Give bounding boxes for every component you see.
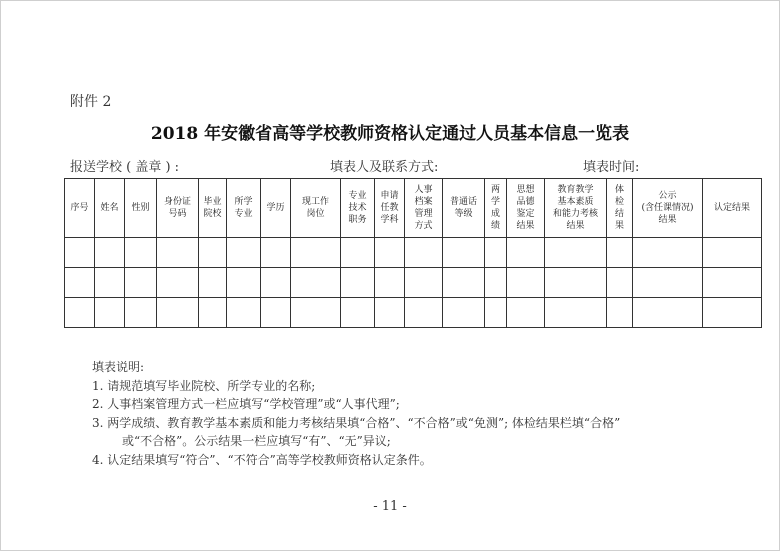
table-cell[interactable] [405, 298, 443, 328]
table-cell[interactable] [227, 238, 261, 268]
table-cell[interactable] [199, 298, 227, 328]
table-row [65, 268, 762, 298]
table-cell[interactable] [703, 268, 762, 298]
table-cell[interactable] [507, 238, 545, 268]
table-cell[interactable] [199, 238, 227, 268]
table-cell[interactable] [65, 268, 95, 298]
table-cell[interactable] [157, 268, 199, 298]
notes-heading: 填表说明: [92, 360, 145, 374]
table-cell[interactable] [607, 268, 633, 298]
column-header: 毕业 院校 [199, 179, 227, 238]
column-header: 认定结果 [703, 179, 762, 238]
table-cell[interactable] [199, 268, 227, 298]
column-header: 两 学 成 绩 [485, 179, 507, 238]
table-cell[interactable] [291, 238, 341, 268]
fill-time-label: 填表时间: [583, 160, 640, 175]
table-cell[interactable] [545, 298, 607, 328]
table-row [65, 238, 762, 268]
table-cell[interactable] [375, 268, 405, 298]
attachment-label: 附件 2 [70, 94, 112, 110]
table-cell[interactable] [125, 268, 157, 298]
table-cell[interactable] [443, 238, 485, 268]
table-row [65, 298, 762, 328]
table-cell[interactable] [507, 268, 545, 298]
column-header: 普通话 等级 [443, 179, 485, 238]
table-cell[interactable] [227, 268, 261, 298]
column-header: 专业 技术 职务 [341, 179, 375, 238]
table-cell[interactable] [341, 238, 375, 268]
table-cell[interactable] [703, 298, 762, 328]
table-cell[interactable] [405, 268, 443, 298]
table-cell[interactable] [405, 238, 443, 268]
column-header: 人事 档案 管理 方式 [405, 179, 443, 238]
table-cell[interactable] [261, 238, 291, 268]
note-item-4: 4. 认定结果填写“符合”、“不符合”高等学校教师资格认定条件。 [92, 452, 432, 467]
table-cell[interactable] [261, 298, 291, 328]
note-item-3: 3. 两学成绩、教育教学基本素质和能力考核结果填“合格”、“不合格”或“免测”; 体检结果栏填“合格” [92, 415, 621, 430]
column-header: 所学 专业 [227, 179, 261, 238]
page-number: - 11 - [373, 499, 407, 514]
document-title: 2018 年安徽省高等学校教师资格认定通过人员基本信息一览表 [150, 124, 630, 144]
column-header: 现工作 岗位 [291, 179, 341, 238]
table-cell[interactable] [485, 238, 507, 268]
note-item-3-continued: 或“不合格”。公示结果一栏应填写“有”、“无”异议; [122, 434, 391, 448]
table-cell[interactable] [261, 268, 291, 298]
table-cell[interactable] [507, 298, 545, 328]
table-cell[interactable] [125, 238, 157, 268]
column-header: 性别 [125, 179, 157, 238]
table-cell[interactable] [443, 298, 485, 328]
table-cell[interactable] [65, 298, 95, 328]
table-cell[interactable] [341, 268, 375, 298]
column-header: 思想 品德 鉴定 结果 [507, 179, 545, 238]
table-cell[interactable] [545, 268, 607, 298]
table-cell[interactable] [633, 298, 703, 328]
table-cell[interactable] [125, 298, 157, 328]
table-cell[interactable] [95, 298, 125, 328]
filling-instructions [92, 358, 620, 469]
contact-label: 填表人及联系方式: [330, 160, 439, 175]
table-cell[interactable] [607, 238, 633, 268]
column-header: 申请 任教 学科 [375, 179, 405, 238]
table-cell[interactable] [545, 238, 607, 268]
table-cell[interactable] [157, 238, 199, 268]
table-cell[interactable] [485, 298, 507, 328]
column-header: 教育教学 基本素质 和能力考核 结果 [545, 179, 607, 238]
table-cell[interactable] [291, 268, 341, 298]
table-cell[interactable] [157, 298, 199, 328]
table-cell[interactable] [607, 298, 633, 328]
teacher-info-table [64, 178, 762, 328]
table-cell[interactable] [341, 298, 375, 328]
note-item-2: 2. 人事档案管理方式一栏应填写“学校管理”或“人事代理”; [92, 397, 400, 411]
table-cell[interactable] [65, 238, 95, 268]
table-cell[interactable] [375, 298, 405, 328]
table-cell[interactable] [633, 268, 703, 298]
column-header: 学历 [261, 179, 291, 238]
table-header-row [65, 179, 762, 238]
note-item-1: 1. 请规范填写毕业院校、所学专业的名称; [92, 378, 316, 393]
table-cell[interactable] [633, 238, 703, 268]
table-cell[interactable] [95, 268, 125, 298]
table-cell[interactable] [375, 238, 405, 268]
table-cell[interactable] [703, 238, 762, 268]
column-header: 序号 [65, 179, 95, 238]
table-cell[interactable] [485, 268, 507, 298]
table-cell[interactable] [95, 238, 125, 268]
column-header: 姓名 [95, 179, 125, 238]
column-header: 身份证 号码 [157, 179, 199, 238]
school-stamp-label: 报送学校 ( 盖章 ) : [70, 160, 180, 175]
column-header: 公示 (含任课情况) 结果 [633, 179, 703, 238]
table-cell[interactable] [227, 298, 261, 328]
column-header: 体 检 结 果 [607, 179, 633, 238]
table-cell[interactable] [291, 298, 341, 328]
table-cell[interactable] [443, 268, 485, 298]
